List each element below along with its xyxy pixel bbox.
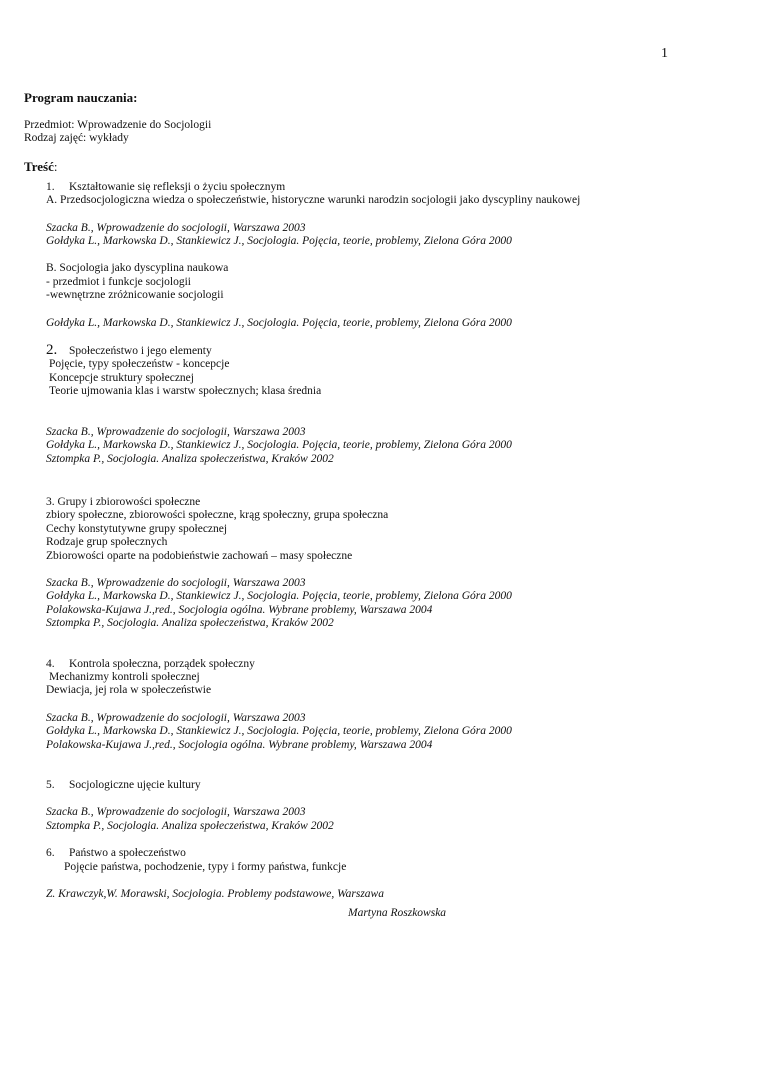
section-5-title-text: Socjologiczne ujęcie kultury <box>69 779 201 791</box>
section-5-title <box>24 779 744 792</box>
reference: Szacka B., Wprowadzenie do socjologii, Warszawa 2003 <box>46 711 306 724</box>
reference: Sztompka P., Socjologia. Analiza społeczeństwa, Kraków 2002 <box>46 819 334 832</box>
section-1-sub-b-title: B. Socjologia jako dyscyplina naukowa <box>46 262 229 275</box>
section-4-item: Mechanizmy kontroli społecznej <box>49 670 200 683</box>
reference: Szacka B., Wprowadzenie do socjologii, Warszawa 2003 <box>46 576 306 589</box>
reference: Sztompka P., Socjologia. Analiza społeczeństwa, Kraków 2002 <box>46 617 334 630</box>
section-4-title <box>24 658 744 671</box>
content-colon: : <box>53 158 58 174</box>
section-2-title <box>24 344 744 358</box>
section-2-number: 2. <box>46 342 58 359</box>
reference: Polakowska-Kujawa J.,red., Socjologia ogólna. Wybrane problemy, Warszawa 2004 <box>46 603 433 616</box>
section-6-title-text: Państwo a społeczeństwo <box>69 847 186 860</box>
section-5-number: 5. <box>46 779 55 791</box>
reference: Polakowska-Kujawa J.,red., Socjologia ogólna. Wybrane problemy, Warszawa 2004 <box>46 738 433 751</box>
reference: Gołdyka L., Markowska D., Stankiewicz J., Socjologia. Pojęcia, teorie, problemy, Zielona Góra 2000 <box>46 725 512 738</box>
reference: Szacka B., Wprowadzenie do socjologii, Warszawa 2003 <box>46 425 306 438</box>
author-signature: Martyna Roszkowska <box>348 907 447 920</box>
document-heading: Program nauczania: <box>24 90 138 105</box>
reference: Sztompka P., Socjologia. Analiza społeczeństwa, Kraków 2002 <box>46 452 334 465</box>
section-1-sub-b-item: -wewnętrzne zróżnicowanie socjologii <box>46 289 224 302</box>
section-4-number: 4. <box>46 657 55 670</box>
section-1-number: 1. <box>46 180 55 193</box>
section-4-item: Dewiacja, jej rola w społeczeństwie <box>46 684 212 697</box>
section-1-sub-b-item: - przedmiot i funkcje socjologii <box>46 275 191 288</box>
subject-line: Przedmiot: Wprowadzenie do Socjologii <box>24 119 212 131</box>
section-3-item: Zbiorowości oparte na podobieństwie zachowań – masy społeczne <box>46 549 353 562</box>
reference: Gołdyka L., Markowska D., Stankiewicz J., Socjologia. Pojęcia, teorie, problemy, Zielona Góra 2000 <box>46 439 512 452</box>
section-3-item: Rodzaje grup społecznych <box>46 536 168 549</box>
section-2-item: Koncepcje struktury społecznej <box>49 371 194 384</box>
class-type-line: Rodzaj zajęć: wykłady <box>24 132 129 145</box>
document-body <box>24 90 744 921</box>
content-label: Treść <box>24 158 54 174</box>
reference: Z. Krawczyk,W. Morawski, Socjologia. Problemy podstawowe, Warszawa <box>46 888 384 901</box>
reference: Gołdyka L., Markowska D., Stankiewicz J., Socjologia. Pojęcia, teorie, problemy, Zielona Góra 2000 <box>46 235 512 248</box>
section-1-sub-a: A. Przedsocjologiczna wiedza o społeczeństwie, historyczne warunki narodzin socjologii jako dyscypliny naukowej <box>46 194 581 207</box>
section-3-item: zbiory społeczne, zbiorowości społeczne, krąg społeczny, grupa społeczna <box>46 509 389 522</box>
content-heading <box>24 159 744 175</box>
reference: Gołdyka L., Markowska D., Stankiewicz J., Socjologia. Pojęcia, teorie, problemy, Zielona Góra 2000 <box>46 316 512 329</box>
section-1-title-text: Kształtowanie się refleksji o życiu społecznym <box>69 180 286 193</box>
page-number: 1 <box>661 46 668 61</box>
section-4-title-text: Kontrola społeczna, porządek społeczny <box>69 657 255 670</box>
section-6-number: 6. <box>46 847 55 860</box>
section-2-item: Pojęcie, typy społeczeństw - koncepcje <box>49 358 230 371</box>
reference: Szacka B., Wprowadzenie do socjologii, Warszawa 2003 <box>46 806 306 819</box>
reference: Gołdyka L., Markowska D., Stankiewicz J., Socjologia. Pojęcia, teorie, problemy, Zielona Góra 2000 <box>46 590 512 603</box>
section-3-title: 3. Grupy i zbiorowości społeczne <box>46 495 201 508</box>
section-1-title <box>24 181 744 194</box>
section-2-item: Teorie ujmowania klas i warstw społecznych; klasa średnia <box>49 385 322 398</box>
section-2-title-text: Społeczeństwo i jego elementy <box>69 345 212 358</box>
section-3-item: Cechy konstytutywne grupy społecznej <box>46 522 228 535</box>
section-6-item: Pojęcie państwa, pochodzenie, typy i formy państwa, funkcje <box>64 860 347 873</box>
reference: Szacka B., Wprowadzenie do socjologii, Warszawa 2003 <box>46 221 306 234</box>
section-6-title <box>24 847 744 860</box>
